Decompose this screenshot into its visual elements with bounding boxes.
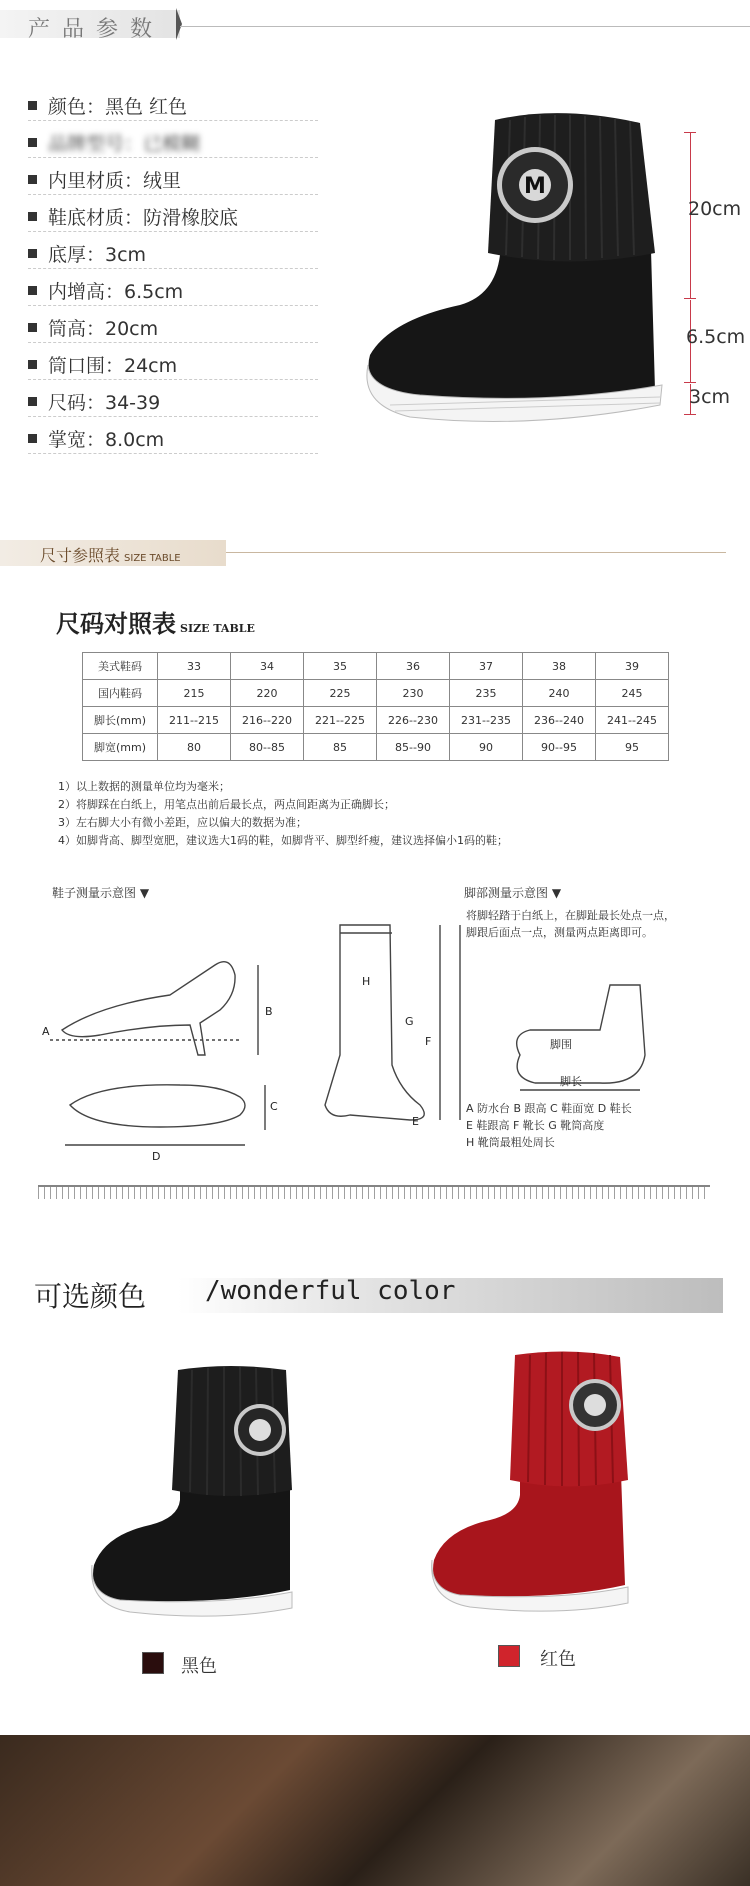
param-sole-material — [28, 201, 318, 232]
table-cell: 35 — [304, 653, 377, 680]
bullet-square-icon — [28, 286, 37, 295]
param-inner-lift — [28, 275, 318, 306]
diagram-letter-f: F — [425, 1035, 432, 1048]
table-cell: 241--245 — [596, 707, 669, 734]
param-color — [28, 90, 318, 121]
diagram-letter-g: G — [405, 1015, 414, 1028]
dim-tick — [684, 132, 696, 133]
table-cell: 221--225 — [304, 707, 377, 734]
table-row — [83, 734, 669, 761]
bullet-square-icon — [28, 138, 37, 147]
size-title-en: SIZE TABLE — [180, 622, 255, 635]
table-cell: 36 — [377, 653, 450, 680]
diagram-letter-b: B — [265, 1005, 273, 1018]
table-cell: 226--230 — [377, 707, 450, 734]
param-sole-thickness — [28, 238, 318, 269]
diagram-letter-h: H — [362, 975, 371, 988]
param-label: 尺码：34-39 — [48, 392, 161, 414]
param-opening — [28, 349, 318, 380]
param-label: 内增高：6.5cm — [48, 281, 184, 303]
param-width — [28, 423, 318, 454]
table-cell: 90--95 — [523, 734, 596, 761]
ruler — [38, 1185, 710, 1199]
workshop-photo — [0, 1735, 750, 1886]
table-row — [83, 680, 669, 707]
bullet-square-icon — [28, 360, 37, 369]
swatch-red[interactable] — [498, 1645, 520, 1667]
param-label: 筒口围：24cm — [48, 355, 178, 377]
dim-shaft-label: 20cm — [688, 198, 742, 220]
param-label: 品牌型号：已模糊 — [48, 133, 201, 155]
size-tab-cn: 尺寸参照表 — [40, 546, 121, 565]
table-cell: 38 — [523, 653, 596, 680]
dim-tick — [684, 298, 696, 299]
table-cell: 90 — [450, 734, 523, 761]
table-row — [83, 653, 669, 680]
note-line: 2）将脚踩在白纸上，用笔点出前后最长点，两点间距离为正确脚长； — [58, 798, 395, 811]
table-cell: 211--215 — [158, 707, 231, 734]
black-boot-image — [80, 1350, 320, 1630]
legend-line: E 鞋跟高 F 靴长 G 靴筒高度 — [466, 1119, 605, 1132]
hero-boot-image — [350, 105, 670, 435]
size-tab-title — [40, 543, 181, 566]
table-cell: 216--220 — [231, 707, 304, 734]
diagram-letter-d: D — [152, 1150, 161, 1163]
badge-letter: M — [524, 174, 546, 199]
legend-line: A 防水台 B 跟高 C 鞋面宽 D 鞋长 — [466, 1102, 632, 1115]
swatch-red-label: 红色 — [540, 1649, 576, 1670]
diagram-legend — [466, 1100, 632, 1151]
header-divider — [180, 26, 750, 27]
note-line: 4）如脚背高、脚型宽肥，建议选大1码的鞋，如脚背平、脚型纤瘦，建议选择偏小1码的鞋； — [58, 834, 508, 847]
param-label: 筒高：20cm — [48, 318, 159, 340]
foot-diagram-title: 脚部测量示意图 ▼ — [464, 886, 562, 900]
table-cell: 240 — [523, 680, 596, 707]
table-cell: 95 — [596, 734, 669, 761]
header-title: 产品参数 — [28, 17, 165, 42]
foot-length-label: 脚长 — [560, 1075, 582, 1088]
legend-line: H 靴筒最粗处周长 — [466, 1136, 555, 1149]
table-cell: 85--90 — [377, 734, 450, 761]
note-line: 3）左右脚大小有微小差距，应以偏大的数据为准； — [58, 816, 307, 829]
table-cell: 231--235 — [450, 707, 523, 734]
table-cell: 39 — [596, 653, 669, 680]
bullet-square-icon — [28, 323, 37, 332]
bullet-square-icon — [28, 101, 37, 110]
table-cell: 80 — [158, 734, 231, 761]
table-cell: 85 — [304, 734, 377, 761]
table-cell: 37 — [450, 653, 523, 680]
size-table — [82, 652, 669, 761]
header-dart-icon — [176, 8, 182, 40]
table-cell: 215 — [158, 680, 231, 707]
dim-sole-label: 3cm — [689, 386, 731, 408]
param-label: 底厚：3cm — [48, 244, 147, 266]
table-cell: 230 — [377, 680, 450, 707]
param-lining — [28, 164, 318, 195]
size-tab-en: SIZE TABLE — [124, 553, 181, 564]
swatch-black[interactable] — [142, 1652, 164, 1674]
size-notes — [58, 778, 508, 850]
table-cell: 80--85 — [231, 734, 304, 761]
diagram-letter-c: C — [270, 1100, 278, 1113]
row-header: 脚宽(mm) — [83, 734, 158, 761]
param-label: 颜色：黑色 红色 — [48, 96, 188, 118]
param-brand — [28, 127, 318, 158]
bullet-square-icon — [28, 249, 37, 258]
red-boot-image — [420, 1345, 660, 1625]
dim-heel-label: 6.5cm — [686, 326, 746, 348]
param-size — [28, 386, 318, 417]
dim-tick — [684, 382, 696, 383]
param-shaft-height — [28, 312, 318, 343]
section-header-params — [0, 0, 750, 50]
size-title-cn: 尺码对照表 — [56, 609, 176, 638]
foot-girth-label: 脚围 — [550, 1038, 572, 1051]
diagram-letter-e: E — [412, 1115, 419, 1128]
bullet-square-icon — [28, 434, 37, 443]
param-label: 内里材质：绒里 — [48, 170, 182, 192]
color-title: 可选颜色 — [34, 1280, 147, 1313]
bullet-square-icon — [28, 397, 37, 406]
note-line: 1）以上数据的测量单位均为毫米； — [58, 780, 230, 793]
table-cell: 220 — [231, 680, 304, 707]
size-divider — [226, 552, 726, 553]
bullet-square-icon — [28, 175, 37, 184]
param-label: 鞋底材质：防滑橡胶底 — [48, 207, 239, 229]
instruction-line: 脚跟后面点一点，测量两点距离即可。 — [466, 926, 653, 939]
table-cell: 33 — [158, 653, 231, 680]
row-header: 国内鞋码 — [83, 680, 158, 707]
size-table-title — [56, 604, 255, 639]
diagram-letter-a: A — [42, 1025, 50, 1038]
color-title-en: /wonderful color — [205, 1276, 456, 1306]
shoe-diagram-title: 鞋子测量示意图 ▼ — [52, 886, 150, 900]
table-cell: 235 — [450, 680, 523, 707]
row-header: 脚长(mm) — [83, 707, 158, 734]
table-cell: 245 — [596, 680, 669, 707]
table-row — [83, 707, 669, 734]
dim-tick — [684, 414, 696, 415]
table-cell: 34 — [231, 653, 304, 680]
bullet-square-icon — [28, 212, 37, 221]
section-header-size — [0, 540, 750, 570]
instruction-line: 将脚轻踏于白纸上，在脚趾最长处点一点， — [466, 909, 675, 922]
row-header: 美式鞋码 — [83, 653, 158, 680]
swatch-black-label: 黑色 — [181, 1656, 217, 1677]
table-cell: 236--240 — [523, 707, 596, 734]
table-cell: 225 — [304, 680, 377, 707]
param-label: 掌宽：8.0cm — [48, 429, 165, 451]
